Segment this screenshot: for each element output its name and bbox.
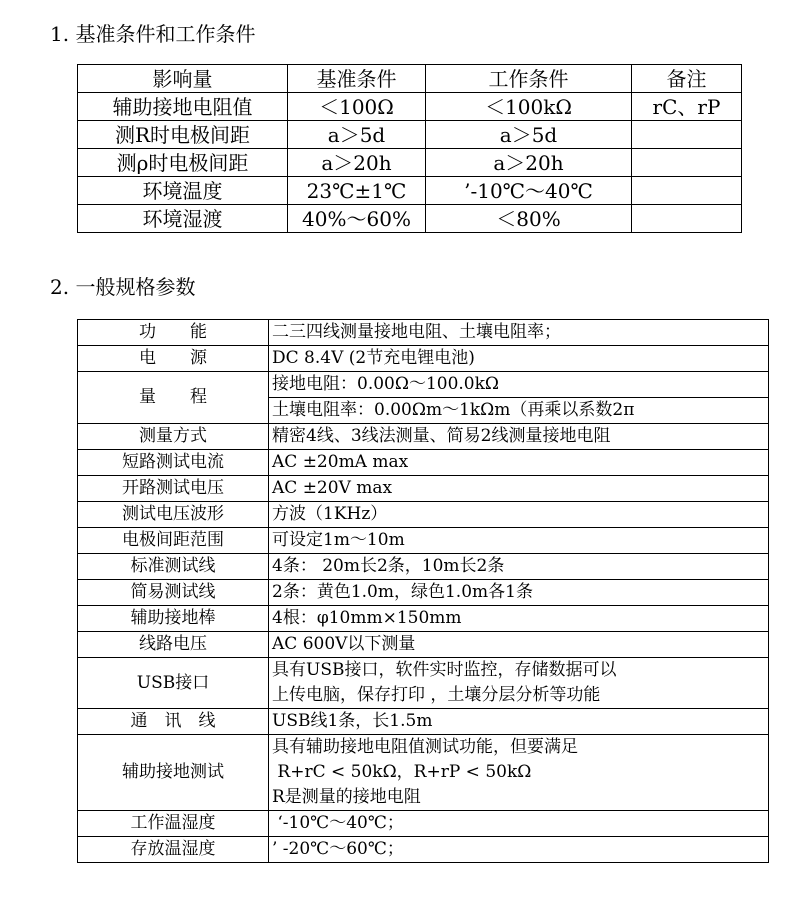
spec-line: 二三四线测量接地电阻、土壤电阻率； [272,322,561,342]
spec-row-spacing [78,528,769,554]
spec-row-waveform [78,502,769,528]
table-cell: ＜100kΩ [426,93,632,121]
spec-line: USB线1条，长1.5m [272,711,433,731]
spec-value [269,502,769,528]
spec-row-usb [78,658,769,709]
spec-label: 标准测试线 [78,554,269,580]
spec-label: 电极间距范围 [78,528,269,554]
spec-line: 2条：黄色1.0m，绿色1.0m各1条 [272,582,533,602]
spec-value [269,424,769,450]
spec-row-short-current [78,450,769,476]
table-cell: a＞5d [288,121,426,149]
table-cell: 环境湿渡 [78,205,288,233]
spec-line: 方波（1KHz） [272,504,388,524]
spec-line: 上传电脑，保存打印 ，土壤分层分析等功能 [272,685,601,705]
spec-line: 接地电阻：0.00Ω～100.0kΩ [272,374,500,394]
table-cell: ＜100Ω [288,93,426,121]
table-cell: 环境温度 [78,177,288,205]
table-header-row [78,65,742,93]
spec-line: AC ±20mA max [272,452,409,472]
spec-line: AC 600V以下测量 [272,634,416,654]
spec-value [269,528,769,554]
header-cell: 影响量 [78,65,288,93]
table-cell: a＞5d [426,121,632,149]
spec-value [269,580,769,606]
spec-row-range [78,372,769,424]
spec-row-function [78,320,769,346]
spec-value [269,372,769,424]
table-row [78,93,742,121]
spec-value [269,735,769,811]
spec-value [269,320,769,346]
spec-value [269,811,769,837]
spec-row-standard-leads [78,554,769,580]
spec-line: 4条： 20m长2条，10m长2条 [272,556,505,576]
spec-value [269,837,769,863]
spec-line: 具有辅助接地电阻值测试功能，但要满足 [272,737,578,757]
table-cell [632,205,742,233]
spec-label: 简易测试线 [78,580,269,606]
spec-value [269,658,769,709]
spec-label: 短路测试电流 [78,450,269,476]
spec-line: 土壤电阻率：0.00Ωm～1kΩm（再乘以系数2π [269,397,768,423]
spec-row-work-temp [78,811,769,837]
table-cell: ’-10℃～40℃ [426,177,632,205]
spec-label: 量 程 [78,372,269,424]
spec-row-ground-rods [78,606,769,632]
table-cell [632,121,742,149]
reference-conditions-table [77,64,742,233]
spec-value [269,632,769,658]
spec-value [269,709,769,735]
spec-row-cable [78,709,769,735]
section2-heading: 2. 一般规格参数 [50,275,196,299]
spec-label: 通 讯 线 [78,709,269,735]
table-cell: 23℃±1℃ [288,177,426,205]
table-cell: rC、rP [632,93,742,121]
table-cell: 测ρ时电极间距 [78,149,288,177]
spec-label: 辅助接地棒 [78,606,269,632]
spec-line: ’ -20℃～60℃； [272,839,404,859]
spec-line: 4根：φ10mm×150mm [272,608,462,628]
spec-label: 测试电压波形 [78,502,269,528]
table-row [78,149,742,177]
table-row [78,121,742,149]
spec-line: 精密4线、3线法测量、简易2线测量接地电阻 [272,426,611,446]
spec-line: R是测量的接地电阻 [272,787,421,807]
spec-line: AC ±20V max [272,478,393,498]
table-cell [632,149,742,177]
spec-row-line-voltage [78,632,769,658]
spec-row-open-voltage [78,476,769,502]
spec-value [269,606,769,632]
table-cell: ＜80% [426,205,632,233]
header-cell: 基准条件 [288,65,426,93]
spec-label: 工作温湿度 [78,811,269,837]
table-row [78,205,742,233]
table-cell: 40%～60% [288,205,426,233]
spec-row-power [78,346,769,372]
spec-row-aux-test [78,735,769,811]
table-cell: a＞20h [426,149,632,177]
spec-row-simple-leads [78,580,769,606]
spec-value [269,554,769,580]
spec-line: 具有USB接口，软件实时监控，存储数据可以 [272,660,617,680]
spec-label: 测量方式 [78,424,269,450]
spec-value [269,450,769,476]
table-cell [632,177,742,205]
spec-value [269,476,769,502]
spec-label: 线路电压 [78,632,269,658]
header-cell: 工作条件 [426,65,632,93]
spec-label: 存放温湿度 [78,837,269,863]
spec-label: 功 能 [78,320,269,346]
spec-row-storage-temp [78,837,769,863]
spec-label: USB接口 [78,658,269,709]
spec-label: 电 源 [78,346,269,372]
spec-line: ‘-10℃～40℃； [272,813,404,833]
spec-row-method [78,424,769,450]
spec-label: 辅助接地测试 [78,735,269,811]
spec-line: DC 8.4V (2节充电锂电池) [272,348,475,368]
table-cell: a＞20h [288,149,426,177]
spec-table [77,319,769,863]
spec-line: R+rC < 50kΩ，R+rP < 50kΩ [272,762,532,782]
table-row [78,177,742,205]
header-cell: 备注 [632,65,742,93]
spec-value [269,346,769,372]
spec-line: 可设定1m～10m [272,530,405,550]
table-cell: 测R时电极间距 [78,121,288,149]
spec-label: 开路测试电压 [78,476,269,502]
section1-heading: 1. 基准条件和工作条件 [50,22,256,46]
table-cell: 辅助接地电阻值 [78,93,288,121]
